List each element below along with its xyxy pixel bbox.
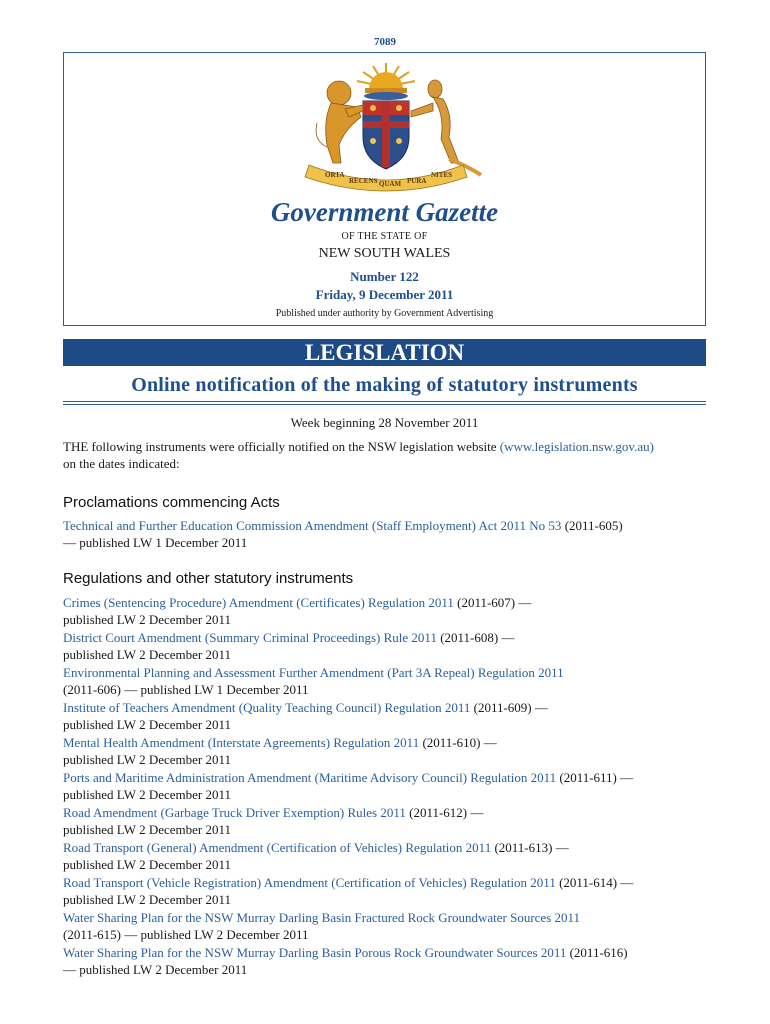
instrument-title-link[interactable]: District Court Amendment (Summary Criminal Proceedings) Rule 2011 bbox=[63, 630, 437, 645]
instrument-title-link[interactable]: Ports and Maritime Administration Amendment (Maritime Advisory Council) Regulation 2011 bbox=[63, 770, 557, 785]
regulation-entry bbox=[63, 804, 713, 838]
instrument-number: (2011-611) — bbox=[556, 770, 634, 785]
regulation-entry bbox=[63, 909, 713, 943]
instrument-number: (2011-608) — bbox=[436, 630, 515, 645]
regulation-entry bbox=[63, 664, 713, 698]
publication-date: published LW 2 December 2011 bbox=[63, 857, 231, 872]
gazette-title: Government Gazette bbox=[270, 197, 499, 227]
regulation-entry bbox=[63, 699, 713, 733]
publication-date: — published LW 2 December 2011 bbox=[63, 962, 248, 977]
publication-date: published LW 2 December 2011 bbox=[63, 752, 231, 767]
page-number: 7089 bbox=[374, 36, 396, 48]
instrument-number: (2011-610) — bbox=[419, 735, 497, 750]
instrument-number: (2011-605) bbox=[561, 518, 623, 533]
publication-date: (2011-606) — published LW 1 December 2011 bbox=[63, 682, 309, 697]
regulation-entry bbox=[63, 734, 713, 768]
intro-paragraph bbox=[63, 438, 713, 472]
publication-date: published LW 2 December 2011 bbox=[63, 717, 231, 732]
regulation-entry bbox=[63, 594, 713, 628]
instrument-number: (2011-607) — bbox=[453, 595, 532, 610]
publication-date: published LW 2 December 2011 bbox=[63, 787, 231, 802]
instrument-title-link[interactable]: Mental Health Amendment (Interstate Agreements) Regulation 2011 bbox=[63, 735, 420, 750]
publication-date: published LW 2 December 2011 bbox=[63, 612, 231, 627]
lion-supporter bbox=[316, 81, 363, 163]
divider bbox=[63, 404, 706, 405]
motto-word: PURA bbox=[407, 177, 427, 185]
issue-date: Friday, 9 December 2011 bbox=[315, 287, 454, 302]
proclamations-heading: Proclamations commencing Acts bbox=[63, 494, 280, 511]
instrument-number: (2011-609) — bbox=[470, 700, 548, 715]
instrument-title-link[interactable]: Road Transport (General) Amendment (Certification of Vehicles) Regulation 2011 bbox=[63, 840, 492, 855]
regulation-entry bbox=[63, 944, 713, 978]
nsw-coat-of-arms-icon bbox=[283, 59, 488, 193]
week-label: Week beginning 28 November 2011 bbox=[290, 415, 479, 430]
instrument-number: (2011-612) — bbox=[405, 805, 484, 820]
publication-date: published LW 2 December 2011 bbox=[63, 892, 231, 907]
instrument-number: (2011-614) — bbox=[555, 875, 634, 890]
gazette-masthead bbox=[63, 52, 706, 326]
regulation-entry bbox=[63, 874, 713, 908]
intro-text-end: on the dates indicated: bbox=[63, 456, 180, 471]
motto-word: ORTA bbox=[325, 171, 345, 179]
instrument-title-link[interactable]: Road Transport (Vehicle Registration) Amendment (Certification of Vehicles) Regulation 2011 bbox=[63, 875, 556, 890]
instrument-number: (2011-613) — bbox=[491, 840, 569, 855]
publication-date: — published LW 1 December 2011 bbox=[63, 535, 248, 550]
instrument-title-link[interactable]: Crimes (Sentencing Procedure) Amendment (Certificates) Regulation 2011 bbox=[63, 595, 454, 610]
instrument-title-link[interactable]: Road Amendment (Garbage Truck Driver Exemption) Rules 2011 bbox=[63, 805, 406, 820]
of-the-state-label: OF THE STATE OF bbox=[341, 231, 428, 242]
motto-word: RECENS bbox=[349, 177, 378, 185]
regulation-entry bbox=[63, 629, 713, 663]
section-subtitle: Online notification of the making of statutory instruments bbox=[131, 374, 638, 396]
instrument-title-link[interactable]: Water Sharing Plan for the NSW Murray Darling Basin Porous Rock Groundwater Sources 2011 bbox=[63, 945, 567, 960]
publication-date: published LW 2 December 2011 bbox=[63, 647, 231, 662]
publication-date: (2011-615) — published LW 2 December 2011 bbox=[63, 927, 309, 942]
regulation-entry bbox=[63, 839, 713, 873]
intro-text: THE following instruments were officially notified on the NSW legislation website bbox=[63, 439, 497, 454]
motto-word: NITES bbox=[431, 171, 453, 179]
kangaroo-supporter bbox=[411, 80, 481, 175]
regulation-entry bbox=[63, 769, 713, 803]
instrument-title-link[interactable]: Technical and Further Education Commission Amendment (Staff Employment) Act 2011 No 53 bbox=[63, 518, 562, 533]
publication-date: published LW 2 December 2011 bbox=[63, 822, 231, 837]
regulations-heading: Regulations and other statutory instruments bbox=[63, 570, 354, 587]
publication-authority: Published under authority by Government Advertising bbox=[275, 308, 494, 319]
proclamation-entry bbox=[63, 517, 713, 551]
issue-number: Number 122 bbox=[350, 269, 419, 284]
instrument-title-link[interactable]: Environmental Planning and Assessment Further Amendment (Part 3A Repeal) Regulation 2011 bbox=[63, 665, 564, 680]
instrument-number: (2011-616) bbox=[566, 945, 628, 960]
motto-word: QUAM bbox=[379, 180, 402, 188]
instrument-title-link[interactable]: Institute of Teachers Amendment (Quality Teaching Council) Regulation 2011 bbox=[63, 700, 471, 715]
section-banner: LEGISLATION bbox=[63, 339, 706, 366]
legislation-website-link[interactable]: (www.legislation.nsw.gov.au) bbox=[499, 439, 654, 454]
instrument-title-link[interactable]: Water Sharing Plan for the NSW Murray Darling Basin Fractured Rock Groundwater Sources 2011 bbox=[63, 910, 581, 925]
state-name: NEW SOUTH WALES bbox=[318, 246, 451, 261]
divider bbox=[63, 401, 706, 402]
